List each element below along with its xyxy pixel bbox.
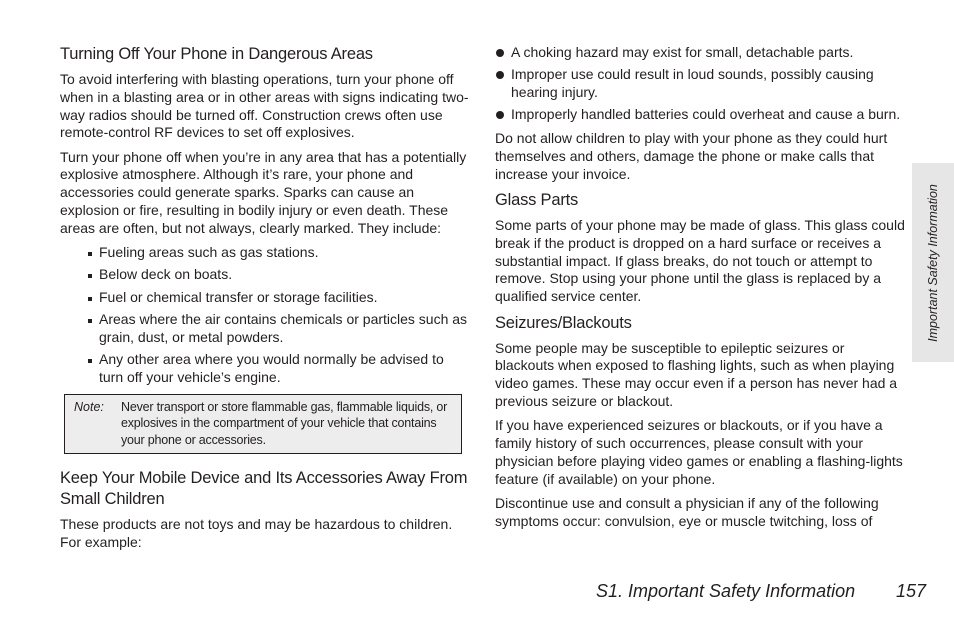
section-heading-seizures: Seizures/Blackouts: [495, 313, 632, 332]
page-number: 157: [896, 581, 927, 601]
right-column: [495, 44, 905, 537]
child-hazards-list: [495, 44, 905, 124]
section-heading-dangerous-areas: Turning Off Your Phone in Dangerous Areas: [60, 45, 373, 63]
dangerous-areas-list: [60, 244, 470, 387]
list-item: A choking hazard may exist for small, detachable parts.: [511, 44, 905, 62]
list-item: Areas where the air contains chemicals or particles such as grain, dust, or metal powders.: [99, 311, 470, 347]
list-item: Fuel or chemical transfer or storage facilities.: [99, 289, 470, 307]
list-item: Any other area where you would normally be advised to turn off your vehicle’s engine.: [99, 351, 470, 387]
list-item: Improper use could result in loud sounds, possibly causing hearing injury.: [511, 66, 905, 102]
note-label: Note:: [74, 399, 104, 414]
paragraph-not-toys: These products are not toys and may be hazardous to children. For example:: [60, 516, 453, 551]
paragraph-seizures-2: If you have experienced seizures or blackouts, or if you have a family history of such occurrences, please consult with your physician before playing video games or enabling a flashing-lights feature (if available) on your phone.: [495, 417, 903, 487]
list-item: Improperly handled batteries could overheat and cause a burn.: [511, 106, 905, 124]
list-item: Below deck on boats.: [99, 266, 470, 284]
side-tab: [912, 163, 954, 362]
paragraph-seizures-1: Some people may be susceptible to epileptic seizures or blackouts when exposed to flashing lights, such as when playing video games. These may occur even if a person has never had a previous seizure or blackout.: [495, 339, 898, 409]
left-column: [60, 44, 470, 558]
footer-section-title: S1. Important Safety Information: [596, 581, 856, 601]
paragraph-blasting: To avoid interfering with blasting operations, turn your phone off when in a blasting area or in other areas with signs indicating two-way radios should be turned off. Construction crews often use remote-control RF devices to set off explosives.: [60, 71, 469, 141]
paragraph-seizures-3: Discontinue use and consult a physician if any of the following symptoms occur: convulsion, eye or muscle twitching, loss of: [495, 494, 879, 529]
paragraph-children-play: Do not allow children to play with your phone as they could hurt themselves and others, damage the phone or make calls that increase your invoice.: [495, 130, 888, 182]
section-heading-glass-parts: Glass Parts: [495, 191, 579, 210]
paragraph-explosive-atmosphere: Turn your phone off when you’re in any area that has a potentially explosive atmosphere. Although it’s rare, your phone and accessories could generate sparks. Sparks can cause an explosion or fire, resulting in bodily injury or even death. These areas are often, but not always, clearly marked. They include:: [60, 148, 467, 236]
side-tab-label: Important Safety Information: [926, 184, 940, 342]
note-box: [64, 394, 462, 455]
note-text: Never transport or store flammable gas, flammable liquids, or explosives in the compartment of your vehicle that contains your phone or accessories.: [121, 399, 448, 447]
list-item: Fueling areas such as gas stations.: [99, 244, 470, 262]
paragraph-glass: Some parts of your phone may be made of glass. This glass could break if the product is dropped on a hard surface or receives a substantial impact. If glass breaks, do not touch or attempt to remove. Stop using your phone until the glass is replaced by a qualified service center.: [495, 217, 905, 305]
section-heading-small-children: Keep Your Mobile Device and Its Accessories Away From Small Children: [60, 469, 468, 509]
